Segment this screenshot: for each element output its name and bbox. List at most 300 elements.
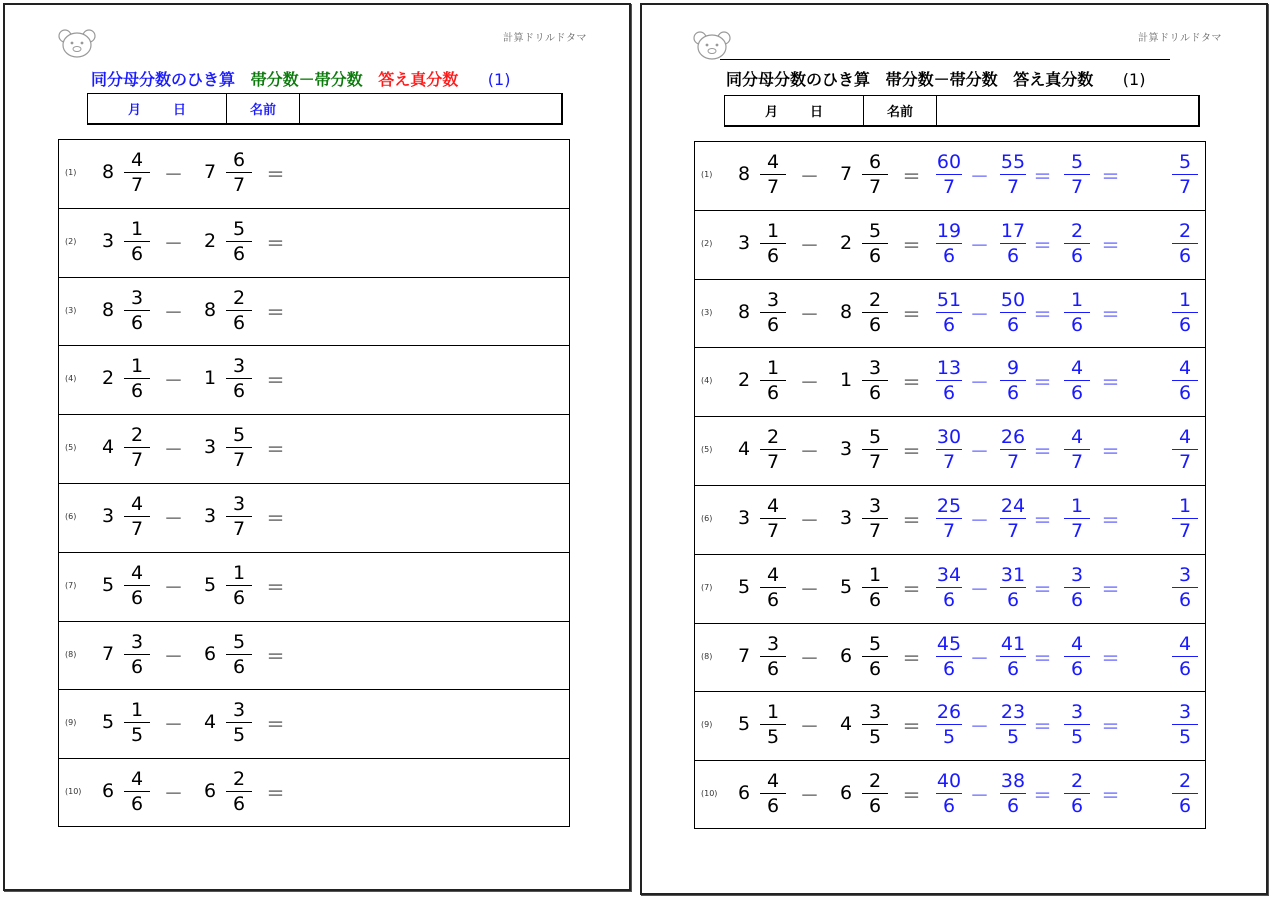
whole-a: 5 [102, 573, 115, 596]
brand-label: 計算ドリルドタマ [503, 33, 587, 44]
equals-sign: ＝ [902, 166, 922, 188]
fraction-b-denominator: 6 [868, 588, 882, 611]
improper-a-denominator: 7 [942, 519, 956, 542]
improper-b-numerator: 9 [1006, 357, 1020, 380]
fraction-b [861, 425, 889, 474]
name-date-box [87, 93, 563, 125]
fraction-b-denominator: 6 [232, 311, 246, 334]
fraction-a [123, 217, 151, 266]
result-fraction-numerator: 5 [1070, 151, 1084, 173]
whole-a: 3 [102, 229, 115, 252]
fraction-b-numerator: 1 [232, 561, 246, 584]
result-fraction [1063, 563, 1091, 612]
final-answer [1171, 150, 1199, 199]
fraction-a-numerator: 4 [766, 151, 780, 173]
fraction-a-denominator: 6 [130, 311, 144, 334]
whole-b: 3 [840, 438, 853, 461]
name-field[interactable] [300, 94, 561, 123]
final-answer-numerator: 4 [1178, 632, 1192, 655]
result-fraction-denominator: 7 [1070, 519, 1084, 542]
minus-sign: － [164, 370, 184, 393]
final-answer-numerator: 2 [1178, 770, 1192, 793]
equals-sign-final: ＝ [1101, 234, 1121, 257]
problem-row [59, 690, 569, 759]
equals-sign: ＝ [902, 234, 922, 257]
problem-row [695, 211, 1205, 280]
fraction-b-denominator: 6 [868, 244, 882, 267]
fraction-a-numerator: 4 [130, 492, 144, 515]
fraction-a-numerator: 2 [130, 424, 144, 447]
final-answer-denominator: 5 [1178, 726, 1192, 749]
improper-a-numerator: 34 [936, 563, 962, 586]
minus-sign-answer: － [970, 441, 990, 464]
final-answer [1171, 356, 1199, 405]
fraction-b [225, 148, 253, 197]
result-fraction-denominator: 6 [1070, 244, 1084, 267]
equals-sign-final: ＝ [1101, 303, 1121, 326]
fraction-b [861, 494, 889, 543]
final-answer [1171, 769, 1199, 818]
equals-sign-answer: ＝ [1033, 166, 1053, 188]
minus-sign-answer: － [970, 166, 990, 188]
fraction-a [123, 767, 151, 816]
minus-sign: － [164, 439, 184, 462]
improper-b-numerator: 55 [1000, 151, 1026, 173]
name-date-box [724, 95, 1200, 127]
fraction-a-numerator: 2 [766, 426, 780, 449]
whole-a: 5 [738, 713, 751, 736]
fraction-b-numerator: 5 [868, 219, 882, 242]
title-part-3: 答え真分数 [1013, 70, 1094, 89]
result-fraction-denominator: 6 [1070, 795, 1084, 818]
fraction-a [759, 425, 787, 474]
equals-sign: ＝ [902, 372, 922, 395]
improper-b-denominator: 5 [1006, 726, 1020, 749]
fraction-b-numerator: 2 [868, 288, 882, 311]
fraction-b-denominator: 7 [868, 451, 882, 474]
fraction-a-denominator: 7 [130, 174, 144, 196]
fraction-b [861, 150, 889, 199]
result-fraction-denominator: 6 [1070, 657, 1084, 680]
improper-a [935, 563, 963, 612]
minus-sign: － [164, 783, 184, 806]
fraction-b [225, 217, 253, 266]
whole-a: 7 [738, 644, 751, 667]
fraction-b-denominator: 6 [868, 313, 882, 336]
whole-b: 6 [840, 644, 853, 667]
fraction-b [225, 492, 253, 541]
problem-row [695, 348, 1205, 417]
whole-b: 1 [204, 367, 217, 390]
fraction-b-denominator: 6 [232, 380, 246, 403]
fraction-b-denominator: 6 [868, 657, 882, 680]
fraction-b-denominator: 5 [868, 726, 882, 749]
final-answer-numerator: 1 [1178, 288, 1192, 311]
fraction-a-numerator: 4 [130, 561, 144, 584]
fraction-a [759, 632, 787, 681]
brand-label: 計算ドリルドタマ [1138, 33, 1222, 44]
result-fraction [1063, 425, 1091, 474]
fraction-a-numerator: 4 [130, 149, 144, 171]
minus-sign: － [164, 164, 184, 186]
improper-a-denominator: 6 [942, 657, 956, 680]
whole-a: 2 [102, 367, 115, 390]
final-answer-numerator: 3 [1178, 563, 1192, 586]
final-answer-denominator: 6 [1178, 588, 1192, 611]
improper-b [999, 288, 1027, 337]
fraction-a-numerator: 3 [130, 630, 144, 653]
equals-sign: ＝ [266, 301, 286, 324]
final-answer [1171, 700, 1199, 749]
whole-b: 7 [840, 163, 853, 185]
equals-sign-final: ＝ [1101, 509, 1121, 532]
fraction-a-denominator: 7 [766, 451, 780, 474]
minus-sign: － [164, 507, 184, 530]
improper-a-numerator: 60 [936, 151, 962, 173]
improper-b-denominator: 7 [1006, 451, 1020, 474]
fraction-a [123, 286, 151, 335]
equals-sign-answer: ＝ [1033, 785, 1053, 808]
fraction-b-denominator: 7 [232, 174, 246, 196]
fraction-a [123, 354, 151, 403]
fraction-b [861, 700, 889, 749]
improper-a-denominator: 6 [942, 313, 956, 336]
fraction-a-numerator: 3 [766, 288, 780, 311]
problem-row [59, 415, 569, 484]
improper-b-numerator: 23 [1000, 701, 1026, 724]
improper-a-numerator: 19 [936, 219, 962, 242]
problem-row [59, 140, 569, 209]
problem-number: (10) [701, 789, 718, 799]
final-answer-denominator: 7 [1178, 176, 1192, 198]
problem-number: (7) [701, 582, 713, 592]
fraction-b [225, 423, 253, 472]
equals-sign-answer: ＝ [1033, 716, 1053, 739]
problem-row [59, 278, 569, 347]
improper-b-denominator: 6 [1006, 382, 1020, 405]
final-answer [1171, 563, 1199, 612]
fraction-a-denominator: 6 [130, 793, 144, 816]
whole-b: 3 [840, 506, 853, 529]
improper-b [999, 356, 1027, 405]
whole-a: 8 [102, 161, 115, 183]
equals-sign: ＝ [266, 232, 286, 255]
minus-sign: － [800, 303, 820, 326]
fraction-a-denominator: 6 [130, 242, 144, 265]
whole-b: 2 [204, 229, 217, 252]
improper-b-denominator: 6 [1006, 244, 1020, 267]
whole-b: 5 [840, 575, 853, 598]
fraction-b-denominator: 5 [232, 724, 246, 747]
fraction-b-numerator: 3 [868, 357, 882, 380]
title-part-1: 同分母分数のひき算 [91, 70, 236, 89]
result-fraction [1063, 700, 1091, 749]
day-label: 日 [809, 105, 823, 120]
result-fraction-denominator: 6 [1070, 382, 1084, 405]
equals-sign: ＝ [266, 576, 286, 599]
name-label: 名前 [227, 94, 300, 123]
equals-sign: ＝ [266, 714, 286, 737]
final-answer [1171, 425, 1199, 474]
fraction-a-numerator: 1 [130, 355, 144, 378]
improper-b-denominator: 6 [1006, 795, 1020, 818]
fraction-b-numerator: 5 [232, 630, 246, 653]
equals-sign-answer: ＝ [1033, 509, 1053, 532]
minus-sign-answer: － [970, 303, 990, 326]
fraction-b-numerator: 5 [868, 632, 882, 655]
whole-a: 5 [102, 711, 115, 734]
fraction-a-denominator: 6 [130, 380, 144, 403]
fraction-b [225, 561, 253, 610]
fraction-a [759, 700, 787, 749]
fraction-a [759, 563, 787, 612]
equals-sign: ＝ [902, 578, 922, 601]
fraction-a-denominator: 6 [130, 586, 144, 609]
improper-a-numerator: 40 [936, 770, 962, 793]
whole-a: 3 [102, 504, 115, 527]
fraction-b-numerator: 2 [868, 770, 882, 793]
fraction-b [225, 286, 253, 335]
fraction-a-denominator: 6 [766, 244, 780, 267]
improper-b [999, 700, 1027, 749]
equals-sign-final: ＝ [1101, 578, 1121, 601]
fraction-a [759, 494, 787, 543]
equals-sign: ＝ [902, 647, 922, 670]
whole-b: 1 [840, 369, 853, 392]
whole-a: 2 [738, 369, 751, 392]
result-fraction-numerator: 2 [1070, 770, 1084, 793]
whole-a: 5 [738, 575, 751, 598]
problem-number: (1) [701, 170, 713, 179]
equals-sign: ＝ [266, 645, 286, 668]
fraction-a-denominator: 7 [766, 519, 780, 542]
fraction-a-denominator: 6 [766, 588, 780, 611]
problem-number: (7) [65, 580, 77, 590]
fraction-a-denominator: 5 [130, 724, 144, 747]
improper-a [935, 494, 963, 543]
date-field[interactable] [88, 94, 227, 123]
result-fraction [1063, 494, 1091, 543]
fraction-b [225, 630, 253, 679]
problem-row [59, 553, 569, 622]
whole-a: 7 [102, 642, 115, 665]
result-fraction [1063, 356, 1091, 405]
result-fraction-numerator: 1 [1070, 288, 1084, 311]
problem-number: (3) [701, 307, 713, 317]
whole-a: 8 [738, 163, 751, 185]
result-fraction-denominator: 5 [1070, 726, 1084, 749]
improper-a [935, 700, 963, 749]
problem-number: (5) [701, 445, 713, 455]
fraction-a-denominator: 7 [130, 449, 144, 472]
fraction-a-numerator: 4 [766, 563, 780, 586]
equals-sign-final: ＝ [1101, 785, 1121, 808]
month-label: 月 [127, 103, 141, 118]
minus-sign: － [800, 647, 820, 670]
fraction-a-numerator: 1 [766, 357, 780, 380]
fraction-b-denominator: 6 [868, 382, 882, 405]
fraction-a-numerator: 4 [766, 770, 780, 793]
improper-a-numerator: 26 [936, 701, 962, 724]
fraction-b-numerator: 1 [868, 563, 882, 586]
fraction-b [861, 288, 889, 337]
equals-sign: ＝ [902, 441, 922, 464]
final-answer-numerator: 3 [1178, 701, 1192, 724]
final-answer-denominator: 7 [1178, 451, 1192, 474]
fraction-a [123, 561, 151, 610]
improper-b [999, 425, 1027, 474]
name-label: 名前 [864, 96, 937, 125]
minus-sign-answer: － [970, 578, 990, 601]
whole-a: 4 [102, 436, 115, 459]
fraction-a [759, 769, 787, 818]
fraction-a [123, 698, 151, 747]
equals-sign: ＝ [902, 509, 922, 532]
minus-sign: － [800, 372, 820, 395]
minus-sign: － [800, 441, 820, 464]
fraction-a [123, 492, 151, 541]
fraction-a [123, 630, 151, 679]
equals-sign-answer: ＝ [1033, 372, 1053, 395]
fraction-a-denominator: 5 [766, 726, 780, 749]
fraction-b-numerator: 3 [868, 701, 882, 724]
fraction-b [861, 632, 889, 681]
whole-b: 3 [204, 436, 217, 459]
final-answer-denominator: 6 [1178, 657, 1192, 680]
fraction-a [759, 288, 787, 337]
equals-sign: ＝ [266, 164, 286, 186]
fraction-a [759, 356, 787, 405]
minus-sign-answer: － [970, 372, 990, 395]
improper-b-numerator: 50 [1000, 288, 1026, 311]
problem-number: (8) [65, 649, 77, 659]
problem-number: (8) [701, 651, 713, 661]
fraction-a-denominator: 7 [130, 517, 144, 540]
fraction-a [123, 423, 151, 472]
problem-number: (3) [65, 305, 77, 315]
fraction-b-numerator: 3 [232, 699, 246, 722]
improper-a-denominator: 6 [942, 795, 956, 818]
improper-a [935, 356, 963, 405]
fraction-a-denominator: 6 [766, 657, 780, 680]
fraction-a-denominator: 6 [130, 655, 144, 678]
fraction-b-numerator: 5 [232, 424, 246, 447]
minus-sign: － [800, 578, 820, 601]
problem-number: (2) [701, 238, 713, 248]
result-fraction-numerator: 3 [1070, 563, 1084, 586]
fraction-b-denominator: 7 [868, 176, 882, 198]
improper-a-denominator: 7 [942, 451, 956, 474]
answer-sheet [640, 3, 1268, 895]
equals-sign: ＝ [902, 785, 922, 808]
improper-b-denominator: 7 [1006, 176, 1020, 198]
result-fraction [1063, 632, 1091, 681]
equals-sign-final: ＝ [1101, 441, 1121, 464]
fraction-b [225, 354, 253, 403]
problem-number: (10) [65, 787, 82, 797]
final-answer-denominator: 6 [1178, 382, 1192, 405]
title-part-2: 帯分数－帯分数 [250, 70, 363, 89]
worksheet-title [726, 67, 1155, 90]
fraction-b-denominator: 6 [232, 586, 246, 609]
result-fraction-numerator: 4 [1070, 357, 1084, 380]
fraction-a [759, 219, 787, 268]
improper-a-denominator: 5 [942, 726, 956, 749]
improper-b-denominator: 6 [1006, 313, 1020, 336]
fraction-b-numerator: 3 [232, 355, 246, 378]
fraction-b-numerator: 2 [232, 286, 246, 309]
fraction-b-denominator: 7 [232, 449, 246, 472]
problem-number: (5) [65, 443, 77, 453]
fraction-a-numerator: 1 [766, 701, 780, 724]
improper-a-numerator: 13 [936, 357, 962, 380]
whole-b: 6 [840, 782, 853, 805]
final-answer [1171, 632, 1199, 681]
fraction-b-denominator: 6 [868, 795, 882, 818]
minus-sign-answer: － [970, 785, 990, 808]
equals-sign: ＝ [266, 507, 286, 530]
problem-number: (9) [65, 718, 77, 728]
fraction-a-numerator: 4 [130, 768, 144, 791]
whole-a: 8 [102, 298, 115, 321]
fraction-a-numerator: 4 [766, 494, 780, 517]
improper-a-numerator: 45 [936, 632, 962, 655]
final-answer [1171, 494, 1199, 543]
problem-row [59, 622, 569, 691]
fraction-a-numerator: 3 [130, 286, 144, 309]
fraction-b-denominator: 6 [232, 793, 246, 816]
whole-a: 4 [738, 438, 751, 461]
minus-sign: － [164, 714, 184, 737]
improper-a-denominator: 6 [942, 588, 956, 611]
worksheet-title [91, 67, 520, 90]
result-fraction-numerator: 2 [1070, 219, 1084, 242]
question-sheet [3, 3, 631, 891]
final-answer-denominator: 6 [1178, 244, 1192, 267]
question-grid [58, 139, 570, 827]
problem-row [59, 209, 569, 278]
fraction-b-denominator: 7 [868, 519, 882, 542]
final-answer [1171, 288, 1199, 337]
problem-row [695, 624, 1205, 693]
equals-sign-answer: ＝ [1033, 647, 1053, 670]
improper-a [935, 219, 963, 268]
minus-sign: － [800, 234, 820, 257]
improper-a [935, 769, 963, 818]
minus-sign-answer: － [970, 234, 990, 257]
fraction-a-numerator: 1 [130, 217, 144, 240]
date-field[interactable] [725, 96, 864, 125]
equals-sign-final: ＝ [1101, 372, 1121, 395]
equals-sign-final: ＝ [1101, 716, 1121, 739]
result-fraction-numerator: 4 [1070, 632, 1084, 655]
equals-sign-answer: ＝ [1033, 441, 1053, 464]
fraction-b-numerator: 5 [232, 217, 246, 240]
problem-row [695, 280, 1205, 349]
equals-sign-final: ＝ [1101, 647, 1121, 670]
result-fraction [1063, 150, 1091, 199]
name-field[interactable] [937, 96, 1198, 125]
title-underline [720, 59, 1170, 60]
improper-b-denominator: 6 [1006, 657, 1020, 680]
improper-b [999, 563, 1027, 612]
whole-b: 4 [840, 713, 853, 736]
whole-b: 8 [204, 298, 217, 321]
problem-number: (9) [701, 720, 713, 730]
result-fraction-denominator: 7 [1070, 176, 1084, 198]
result-fraction [1063, 288, 1091, 337]
title-part-3: 答え真分数 [378, 70, 459, 89]
